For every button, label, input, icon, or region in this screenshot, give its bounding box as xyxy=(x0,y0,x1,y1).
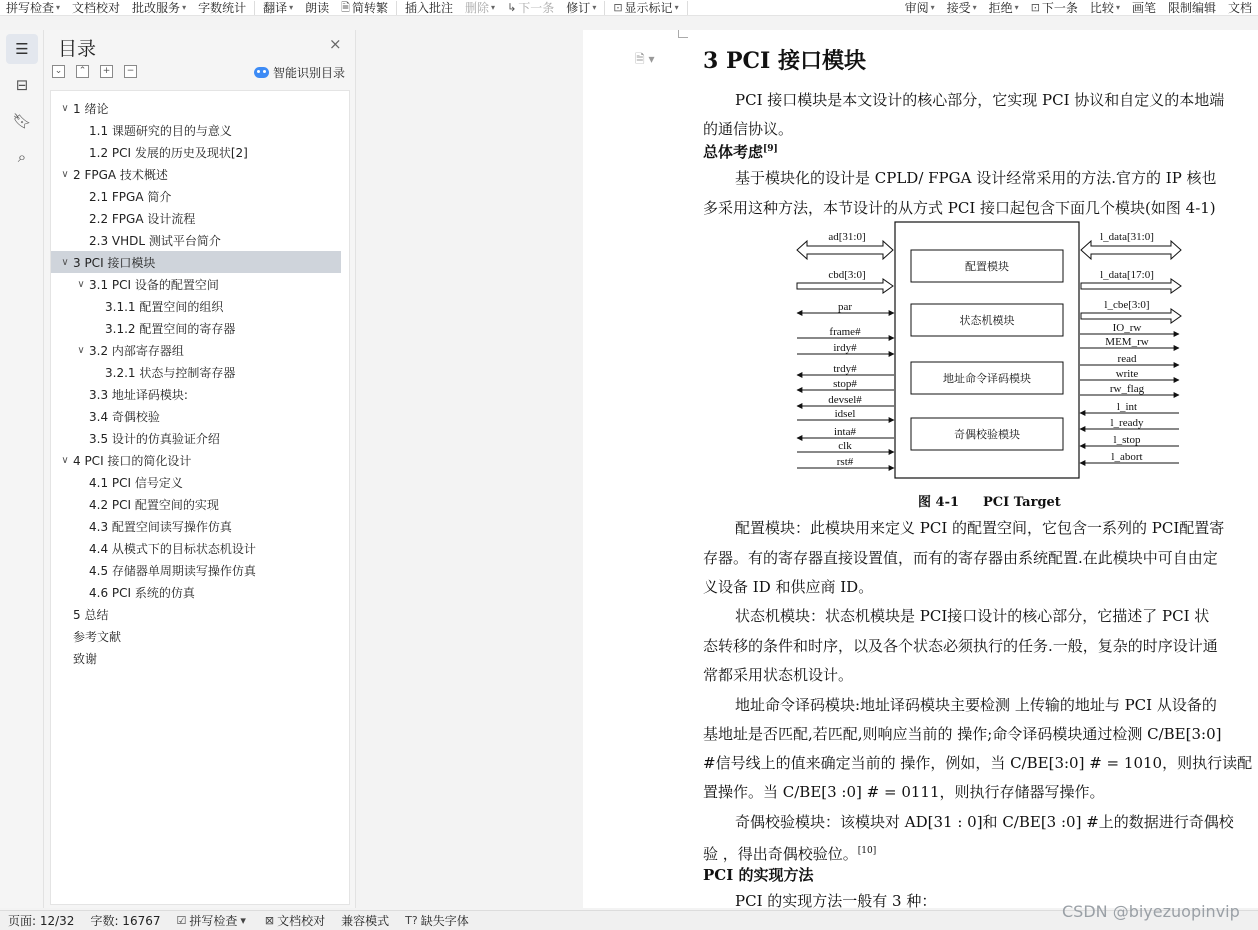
toolbar-button-label: 朗读 xyxy=(305,0,330,15)
chevron-down-icon: ▾ xyxy=(491,2,496,12)
toc-item[interactable] xyxy=(51,317,341,339)
toolbar-button-icon: ⊡ xyxy=(613,0,623,14)
toc-item-label: 3.1 PCI 设备的配置空间 xyxy=(89,277,219,292)
smart-toc-button[interactable] xyxy=(254,64,345,81)
toolbar-button-3[interactable] xyxy=(192,0,252,16)
toc-item-label: 1.2 PCI 发展的历史及现状[2] xyxy=(89,145,248,160)
module-label: 奇偶校验模块 xyxy=(954,429,1020,441)
toolbar-button-7[interactable] xyxy=(399,0,459,16)
paragraph-6: 奇偶校验模块：该模块对 AD[31 : 0]和 C/BE[3 :0] #上的数据进行奇偶校 xyxy=(735,813,1234,831)
bus-arrow xyxy=(1081,279,1181,293)
toolbar-separator xyxy=(254,1,255,15)
toolbar-button-icon: ↳ xyxy=(507,0,517,14)
toc-item[interactable] xyxy=(51,229,341,251)
toc-item-label: 3.3 地址译码模块: xyxy=(89,387,188,402)
paragraph-3-line-2: 存器。有的寄存器直接设置值，而有的寄存器由系统配置.在此模块中可自由定 xyxy=(703,549,1218,567)
bus-arrow xyxy=(1081,241,1181,259)
signal-label: par xyxy=(837,301,853,313)
signal-label: devsel# xyxy=(828,394,862,406)
toolbar-button-icon: ⊡ xyxy=(1030,0,1040,14)
toolbar-button-label: 审阅 xyxy=(904,0,929,15)
toolbar-button-11[interactable] xyxy=(607,0,684,16)
toc-item[interactable] xyxy=(51,339,341,361)
toolbar-button-label: 翻译 xyxy=(263,0,288,15)
toolbar-button-label: 下一条 xyxy=(518,0,555,15)
signal-label: l_stop xyxy=(1113,434,1141,446)
toolbar-button-2[interactable] xyxy=(126,0,192,16)
toc-list xyxy=(50,90,350,905)
paragraph-3-line-3: 义设备 ID 和供应商 ID。 xyxy=(703,578,874,596)
chevron-down-icon[interactable]: ∨ xyxy=(61,168,69,180)
checkbox-icon: ☑ xyxy=(176,914,187,927)
toolbar-button-17[interactable] xyxy=(1126,0,1162,16)
signal-label: cbd[3:0] xyxy=(828,269,866,281)
paragraph-1: PCI 接口模块是本文设计的核心部分，它实现 PCI 协议和自定义的本地端 xyxy=(735,91,1225,109)
toolbar-button-0[interactable] xyxy=(0,0,66,16)
toc-item-label: 3 PCI 接口模块 xyxy=(73,255,156,270)
expand-all-icon[interactable]: ⌃ xyxy=(76,65,89,78)
word-count[interactable]: 字数: 16767 xyxy=(90,914,161,928)
font-warning-icon: T? xyxy=(405,914,418,927)
toc-item[interactable] xyxy=(51,185,341,207)
toolbar-button-14[interactable] xyxy=(983,0,1025,16)
chapter-nav-icon[interactable]: ⊟ xyxy=(15,76,29,94)
paragraph-3: 配置模块：此模块用来定义 PCI 的配置空间，它包含一系列的 PCI配置寄 xyxy=(735,519,1225,537)
paragraph-2-line-2: 多采用这种方法，本节设计的从方式 PCI 接口起包含下面几个模块(如图 4-1) xyxy=(703,199,1216,217)
toc-title: 目录 xyxy=(58,38,97,60)
signal-label: inta# xyxy=(834,426,856,438)
toc-item[interactable] xyxy=(51,603,341,625)
toc-item-label: 参考文献 xyxy=(73,629,122,644)
paragraph-4-line-3: 常都采用状态机设计。 xyxy=(703,666,854,684)
toolbar-button-label: 字数统计 xyxy=(198,0,247,15)
toc-item-label: 3.4 奇偶校验 xyxy=(89,409,160,424)
toolbar-button-13[interactable] xyxy=(941,0,983,16)
module-label: 状态机模块 xyxy=(959,315,1015,327)
paragraph-5-line-2: 基地址是否匹配,若匹配,则响应当前的 操作;命令译码模块通过检测 C/BE[3:0] xyxy=(703,725,1222,743)
chevron-down-icon: ▾ xyxy=(182,2,187,12)
toc-item-label: 2.1 FPGA 简介 xyxy=(89,189,172,204)
toc-item[interactable] xyxy=(51,361,341,383)
toolbar-button-1[interactable] xyxy=(66,0,126,16)
toc-item[interactable] xyxy=(51,141,341,163)
toolbar-button-18[interactable] xyxy=(1162,0,1222,16)
toolbar-button-icon: 🗎 xyxy=(341,0,350,14)
toc-item-label: 2.2 FPGA 设计流程 xyxy=(89,211,196,226)
toolbar-button-label: 文档 xyxy=(1227,0,1252,15)
chevron-down-icon: ▾ xyxy=(592,2,597,12)
navigation-rail xyxy=(0,30,44,908)
paragraph-5-line-4: 置操作。当 C/BE[3 :0] # = 0111，则执行存储器写操作。 xyxy=(703,783,1105,801)
toc-item[interactable] xyxy=(51,449,341,471)
toc-item[interactable] xyxy=(51,625,341,647)
signal-label: rst# xyxy=(836,456,854,468)
toc-item[interactable] xyxy=(51,207,341,229)
smart-toc-label: 智能识别目录 xyxy=(273,66,346,80)
close-icon[interactable]: × xyxy=(329,35,342,53)
signal-label: rw_flag xyxy=(1109,383,1145,395)
toc-item[interactable] xyxy=(51,493,341,515)
signal-label: MEM_rw xyxy=(1105,336,1149,348)
bookmark-icon[interactable]: 🔖︎ xyxy=(12,112,32,130)
toolbar-button-label: 拼写检查 xyxy=(6,0,55,15)
paragraph-4: 状态机模块：状态机模块是 PCI接口设计的核心部分，它描述了 PCI 状 xyxy=(735,607,1210,625)
toc-item[interactable] xyxy=(51,97,341,119)
chevron-down-icon[interactable]: ∨ xyxy=(77,278,85,290)
paragraph-2: 基于模块化的设计是 CPLD/ FPGA 设计经常采用的方法.官方的 IP 核也 xyxy=(735,169,1217,187)
toolbar-button-label: 比较 xyxy=(1089,0,1114,15)
document-page xyxy=(583,30,1258,908)
toolbar-button-label: 删除 xyxy=(465,0,490,15)
paragraph-5-line-3: #信号线上的值来确定当前的 操作，例如，当 C/BE[3:0] # = 1010，则执行读配 xyxy=(703,754,1253,772)
remove-heading-icon[interactable]: − xyxy=(124,65,137,78)
toc-item[interactable] xyxy=(51,427,341,449)
toc-item-label: 2 FPGA 技术概述 xyxy=(73,167,168,182)
toc-item[interactable] xyxy=(51,163,341,185)
chevron-down-icon[interactable]: ∨ xyxy=(61,454,69,466)
toc-item[interactable] xyxy=(51,405,341,427)
proofread-status[interactable]: ⊠ 文档校对 xyxy=(264,914,326,928)
chevron-down-icon: ▾ xyxy=(972,2,977,12)
signal-label: l_cbe[3:0] xyxy=(1104,299,1150,311)
signal-label: frame# xyxy=(829,326,861,338)
toc-item[interactable] xyxy=(51,647,341,669)
chevron-down-icon[interactable]: ∨ xyxy=(61,256,69,268)
toc-item-label: 4.2 PCI 配置空间的实现 xyxy=(89,497,219,512)
toc-panel-icon[interactable]: ☰ xyxy=(6,34,38,64)
page-margin-area xyxy=(356,30,583,908)
overall-heading: 总体考虑[9] xyxy=(703,143,778,161)
watermark: CSDN @biyezuopinvip xyxy=(1062,902,1240,921)
toc-item[interactable] xyxy=(51,273,341,295)
chevron-down-icon: ▾ xyxy=(1115,2,1120,12)
paragraph-6-line-2: 验 ，得出奇偶校验位。[10] xyxy=(703,845,877,863)
toolbar-button-label: 文档校对 xyxy=(72,0,121,15)
toc-item-label: 3.5 设计的仿真验证介绍 xyxy=(89,431,220,446)
toolbar-button-15[interactable] xyxy=(1025,0,1084,16)
toc-panel xyxy=(44,30,356,908)
toc-item-label: 4.4 从模式下的目标状态机设计 xyxy=(89,541,256,556)
toolbar-button-12[interactable] xyxy=(899,0,941,16)
bus-arrow xyxy=(797,241,893,259)
toc-item-label: 4.6 PCI 系统的仿真 xyxy=(89,585,195,600)
toc-item[interactable] xyxy=(51,383,341,405)
toolbar-button-label: 简转繁 xyxy=(352,0,389,15)
chevron-down-icon[interactable]: ∨ xyxy=(61,102,69,114)
toc-item-label: 1 绪论 xyxy=(73,101,109,116)
proofread-icon: ⊠ xyxy=(264,914,275,927)
chevron-down-icon: ▾ xyxy=(289,2,294,12)
chevron-down-icon: ▾ xyxy=(930,2,935,12)
chevron-down-icon: ▾ xyxy=(240,914,246,927)
bus-arrow xyxy=(1081,309,1181,323)
toc-item-label: 5 总结 xyxy=(73,607,109,622)
signal-label: l_data[31:0] xyxy=(1100,231,1154,243)
signal-label: trdy# xyxy=(833,363,857,375)
toolbar-button-10[interactable] xyxy=(560,0,602,16)
toolbar-button-label: 拒绝 xyxy=(988,0,1013,15)
page-indicator[interactable]: 页面: 12/32 xyxy=(8,914,75,928)
signal-label: read xyxy=(1117,353,1137,365)
toolbar-button-label: 插入批注 xyxy=(405,0,454,15)
toc-item[interactable] xyxy=(51,537,341,559)
missing-font-status[interactable]: T? 缺失字体 xyxy=(405,914,469,928)
toc-item-label: 3.1.2 配置空间的寄存器 xyxy=(105,321,236,336)
toolbar-separator xyxy=(687,1,688,15)
toc-item-label: 1.1 课题研究的目的与意义 xyxy=(89,123,232,138)
search-icon[interactable]: ⌕ xyxy=(17,148,27,166)
toolbar-button-label: 画笔 xyxy=(1131,0,1156,15)
toolbar-button-16[interactable] xyxy=(1084,0,1126,16)
toolbar-button-9[interactable] xyxy=(501,0,560,16)
margin-corner-mark xyxy=(678,30,688,38)
toc-item-label: 3.2.1 状态与控制寄存器 xyxy=(105,365,236,380)
paragraph-5: 地址命令译码模块:地址译码模块主要检测 上传输的地址与 PCI 从设备的 xyxy=(735,696,1217,714)
add-heading-icon[interactable]: + xyxy=(100,65,113,78)
toolbar-button-5[interactable] xyxy=(299,0,335,16)
toc-item-label: 4 PCI 接口的简化设计 xyxy=(73,453,192,468)
toc-item[interactable] xyxy=(51,119,341,141)
toolbar-button-4[interactable] xyxy=(257,0,299,16)
review-toolbar xyxy=(0,0,1258,16)
toc-item[interactable] xyxy=(51,559,341,581)
toolbar-button-8[interactable] xyxy=(459,0,501,16)
signal-label: l_ready xyxy=(1110,417,1144,429)
signal-label: l_int xyxy=(1116,401,1138,413)
toc-item-label: 3.1.1 配置空间的组织 xyxy=(105,299,224,314)
toc-item[interactable] xyxy=(51,581,341,603)
figure-caption: 图 4-1 PCI Target xyxy=(918,495,1061,510)
spell-check-status[interactable]: ☑ 拼写检查 ▾ xyxy=(176,914,246,928)
toc-item-label: 3.2 内部寄存器组 xyxy=(89,343,184,358)
toolbar-button-label: 修订 xyxy=(566,0,591,15)
toolbar-button-label: 下一条 xyxy=(1041,0,1078,15)
module-label: 地址命令译码模块 xyxy=(943,373,1031,385)
chevron-down-icon: ▾ xyxy=(1014,2,1019,12)
chevron-down-icon[interactable]: ∨ xyxy=(77,344,85,356)
toolbar-button-label: 限制编辑 xyxy=(1167,0,1216,15)
paragraph-7: PCI 的实现方法一般有 3 种： xyxy=(735,892,937,908)
signal-label: write xyxy=(1115,368,1139,380)
toc-item-label: 4.1 PCI 信号定义 xyxy=(89,475,183,490)
toc-item-label: 致谢 xyxy=(73,651,98,666)
chapter-heading: 3 PCI 接口模块 xyxy=(703,48,866,74)
signal-label: ad[31:0] xyxy=(828,231,866,243)
signal-label: l_abort xyxy=(1111,451,1143,463)
chevron-down-icon: ▾ xyxy=(674,2,679,12)
collapse-all-icon[interactable]: ⌄ xyxy=(52,65,65,78)
chevron-down-icon: ▾ xyxy=(56,2,61,12)
implementation-heading: PCI 的实现方法 xyxy=(703,866,814,884)
signal-label: l_data[17:0] xyxy=(1100,269,1154,281)
compat-mode: 兼容模式 xyxy=(341,914,390,928)
signal-label: irdy# xyxy=(833,342,857,354)
toolbar-button-label: 批改服务 xyxy=(132,0,181,15)
page-options-icon[interactable]: 🗎︎ ▾ xyxy=(635,52,655,66)
toc-item-label: 4.3 配置空间读写操作仿真 xyxy=(89,519,232,534)
toc-item-label: 4.5 存储器单周期读写操作仿真 xyxy=(89,563,256,578)
toolbar-separator xyxy=(396,1,397,15)
toc-item-label: 2.3 VHDL 测试平台简介 xyxy=(89,233,221,248)
toolbar-button-6[interactable] xyxy=(335,0,394,16)
paragraph-4-line-2: 态转移的条件和时序，以及各个状态必须执行的任务.一般，复杂的时序设计通 xyxy=(703,637,1218,655)
toc-item[interactable] xyxy=(51,471,341,493)
robot-icon xyxy=(254,67,269,78)
paragraph-1-line-2: 的通信协议。 xyxy=(703,120,794,138)
toc-tools xyxy=(52,65,137,78)
toolbar-button-19[interactable] xyxy=(1222,0,1258,16)
toc-item[interactable] xyxy=(51,251,341,273)
toc-item[interactable] xyxy=(51,515,341,537)
toolbar-button-label: 接受 xyxy=(946,0,971,15)
bus-arrow xyxy=(797,279,893,293)
toc-item[interactable] xyxy=(51,295,341,317)
signal-label: idsel xyxy=(834,408,856,420)
module-label: 配置模块 xyxy=(965,261,1009,273)
pci-target-diagram xyxy=(795,220,1187,482)
signal-label: clk xyxy=(838,440,852,452)
signal-label: IO_rw xyxy=(1112,322,1142,334)
toolbar-button-label: 显示标记 xyxy=(624,0,673,15)
toolbar-separator xyxy=(604,1,605,15)
signal-label: stop# xyxy=(833,378,857,390)
